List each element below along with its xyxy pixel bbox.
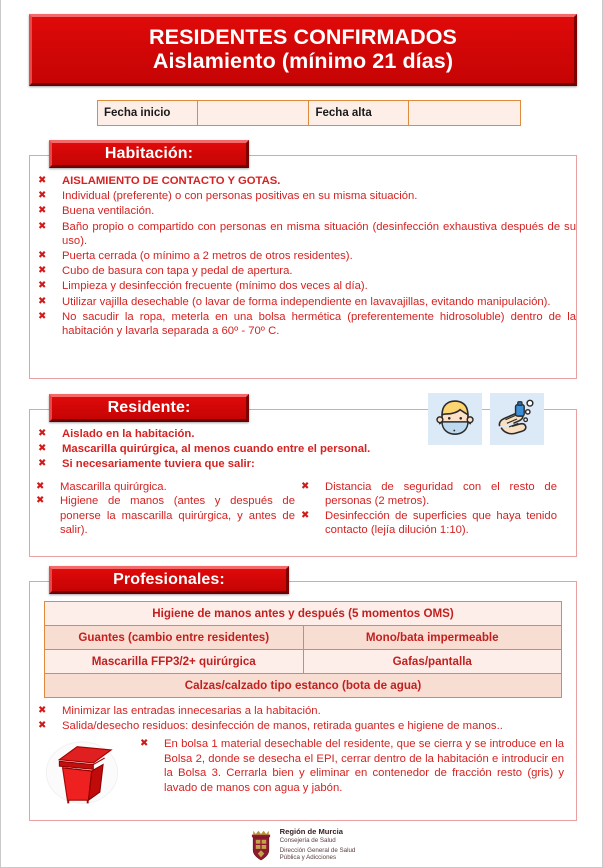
footer-text: [280, 828, 356, 861]
list-item: [295, 509, 557, 538]
residente-sub-left: [30, 480, 295, 538]
list-item: [30, 264, 576, 278]
bullet-icon: ✖: [36, 495, 45, 507]
profesionales-list: [30, 704, 576, 733]
ppe-cell: Gafas/pantalla: [303, 650, 562, 674]
list-item-label: No sacudir la ropa, meterla en una bolsa hermética (preferentemente hidrosoluble) dentro de la habitación y lavarla separada a 60º - 70º C.: [62, 310, 576, 338]
ppe-cell: Mono/bata impermeable: [303, 626, 562, 650]
list-item-label: AISLAMIENTO DE CONTACTO Y GOTAS.: [62, 175, 281, 187]
list-item: [295, 480, 557, 509]
fecha-inicio-label: Fecha inicio: [98, 101, 198, 126]
footer-org: Región de Murcia: [279, 827, 343, 837]
list-item-label: Minimizar las entradas innecesarias a la habitación.: [62, 705, 321, 717]
fecha-alta-label: Fecha alta: [309, 101, 409, 126]
list-item-label: Limpieza y desinfección frecuente (mínimo dos veces al día).: [62, 280, 368, 293]
handwashing-icon: [490, 393, 544, 445]
list-item-label: Desinfección de superficies que haya tenido contacto (lejía dilución 1:10).: [325, 509, 557, 537]
list-item-label: Baño propio o compartido con personas en misma situación (desinfección exhaustiva después de su uso).: [62, 220, 576, 247]
list-item: [30, 220, 576, 248]
table-row: [98, 101, 521, 126]
residente-sub-right: [295, 480, 557, 538]
fecha-alta-value[interactable]: [409, 101, 521, 126]
list-item-label: En bolsa 1 material desechable del residente, que se cierra y se introduce en la Bolsa 2, donde se desecha el EPI, cerrar dentro de la habitación e introducir en la Bolsa 3. Cerrarla bien y eliminar en contenedor de fracción resto (gris) y lavado de manos con agua y jabón.: [164, 738, 564, 794]
list-item: [30, 310, 576, 338]
list-item: [30, 204, 576, 218]
list-item-label: Puerta cerrada (o mínimo a 2 metros de otros residentes).: [62, 250, 353, 263]
bullet-icon: ✖: [36, 480, 45, 492]
footer-unit-line2: Pública y Adicciones: [279, 854, 337, 862]
table-row: [45, 650, 562, 674]
list-item-label: Individual (preferente) o con personas positivas en su misma situación.: [62, 190, 418, 203]
ppe-table: [44, 601, 562, 698]
face-with-mask-icon: [428, 393, 482, 445]
section-heading-residente: Residente:: [49, 394, 249, 422]
date-table: [97, 100, 521, 126]
ppe-cell: Higiene de manos antes y después (5 momentos OMS): [45, 602, 562, 626]
ppe-cell: Mascarilla FFP3/2+ quirúrgica: [45, 650, 304, 674]
list-item: [30, 295, 576, 309]
ppe-cell: Calzas/calzado tipo estanco (bota de agua): [45, 674, 562, 698]
fecha-inicio-value[interactable]: [197, 101, 309, 126]
section-box-profesionales: [29, 581, 577, 821]
footer-unit-line1: Dirección General de Salud: [279, 847, 356, 855]
bullet-icon: ✖: [38, 310, 47, 322]
list-item-label: Higiene de manos (antes y después de ponerse la mascarilla quirúrgica, y antes de salir).: [60, 495, 295, 537]
list-item-label: Distancia de seguridad con el resto de personas (2 metros).: [325, 480, 557, 508]
waste-bin-icon: [30, 735, 134, 807]
list-item: [30, 457, 576, 471]
footer-logo: [1, 823, 602, 867]
bullet-icon: ✖: [38, 458, 47, 470]
list-item: [30, 249, 576, 263]
bullet-icon: ✖: [38, 190, 47, 202]
bullet-icon: ✖: [38, 443, 47, 455]
page-title-line2: Aislamiento (mínimo 21 días): [152, 49, 454, 73]
list-item: [30, 189, 576, 203]
residente-subcolumns: [30, 478, 576, 538]
list-item: [30, 719, 576, 733]
list-item-label: Si necesariamente tuviera que salir:: [62, 458, 255, 471]
habitacion-list: [30, 174, 576, 338]
section-box-habitacion: [29, 155, 577, 379]
list-item: [30, 480, 295, 495]
bullet-icon: ✖: [301, 509, 310, 521]
bullet-icon: ✖: [38, 428, 47, 439]
bullet-icon: ✖: [38, 175, 47, 186]
waste-row: [30, 735, 576, 807]
list-item: [30, 174, 576, 188]
page-title-line1: RESIDENTES CONFIRMADOS: [149, 25, 457, 50]
list-item-label: Mascarilla quirúrgica.: [60, 480, 167, 493]
list-item: [30, 279, 576, 293]
bullet-icon: ✖: [38, 265, 47, 277]
list-item-label: Cubo de basura con tapa y pedal de apertura.: [62, 265, 293, 278]
list-item-label: Mascarilla quirúrgica, al menos cuando entre el personal.: [62, 443, 371, 456]
section-heading-profesionales: Profesionales:: [49, 566, 289, 594]
page-title: [29, 14, 577, 86]
bullet-icon: ✖: [38, 705, 47, 716]
bullet-icon: ✖: [38, 205, 47, 217]
bullet-icon: ✖: [38, 220, 47, 232]
bullet-icon: ✖: [38, 295, 47, 307]
list-item-label: Salida/desecho residuos: desinfección de manos, retirada guantes e higiene de manos..: [62, 720, 503, 733]
bullet-icon: ✖: [140, 738, 149, 750]
list-item-label: Utilizar vajilla desechable (o lavar de forma independiente en lavavajillas, evitando manipulación).: [62, 295, 551, 308]
list-item: [30, 494, 295, 538]
table-row: [45, 674, 562, 698]
list-item: [30, 704, 576, 718]
table-row: [45, 626, 562, 650]
bullet-icon: ✖: [38, 280, 47, 292]
ppe-table-wrap: [30, 582, 576, 698]
bullet-icon: ✖: [38, 250, 47, 262]
ppe-cell: Guantes (cambio entre residentes): [45, 626, 304, 650]
list-item-label: Aislado en la habitación.: [62, 428, 195, 440]
footer-dept: Consejería de Salud: [279, 837, 336, 845]
bullet-icon: ✖: [301, 480, 310, 492]
section-heading-habitacion: Habitación:: [49, 140, 249, 168]
table-row: [45, 602, 562, 626]
murcia-crest-icon: [248, 828, 274, 862]
bullet-icon: ✖: [38, 720, 47, 732]
waste-instructions: [134, 737, 576, 795]
list-item: [134, 737, 564, 795]
list-item-label: Buena ventilación.: [62, 205, 155, 218]
